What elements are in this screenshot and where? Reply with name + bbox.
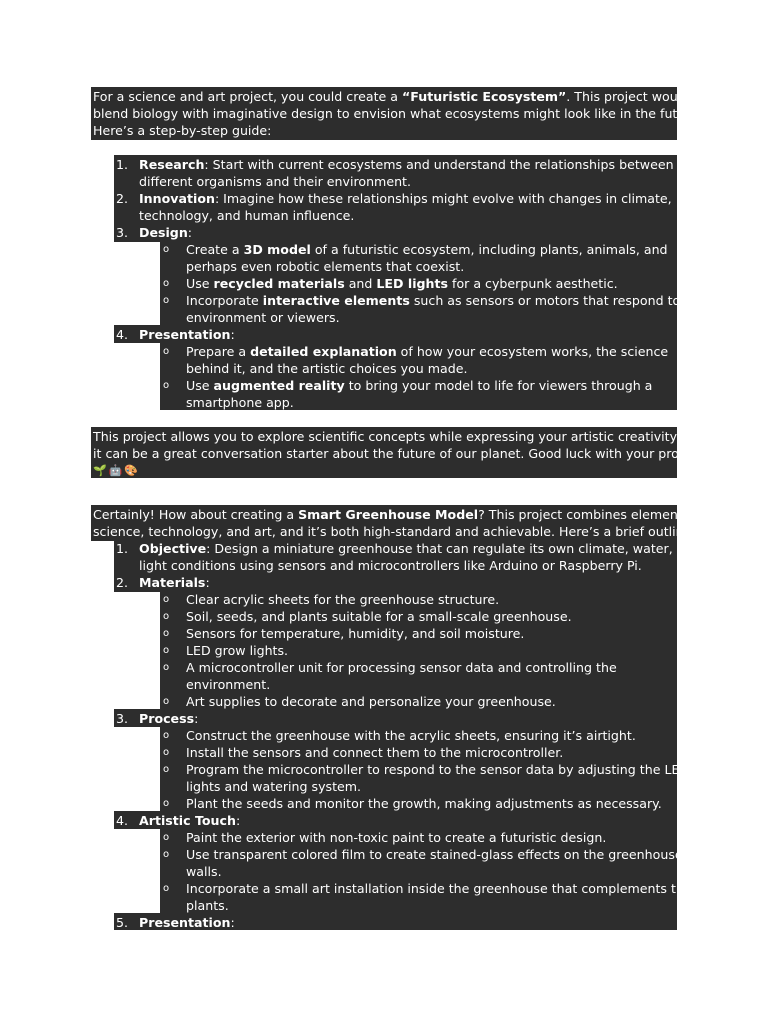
list-bullet: o (163, 883, 170, 894)
text-run: Sensors for temperature, humidity, and soil moisture. (186, 626, 525, 641)
list-number: 2. (116, 191, 129, 206)
text-line (186, 829, 606, 846)
text-line (139, 812, 240, 829)
text-run: light conditions using sensors and microcontrollers like Arduino or Raspberry Pi. (139, 558, 642, 573)
bold-text: Artistic Touch (139, 813, 236, 828)
text-run: Soil, seeds, and plants suitable for a small-scale greenhouse. (186, 609, 572, 624)
text-run: For a science and art project, you could create a (93, 89, 402, 104)
text-line (139, 156, 674, 173)
text-line (186, 880, 692, 897)
bold-text: “Futuristic Ecosystem” (402, 89, 567, 104)
bold-text: detailed explanation (250, 344, 397, 359)
text-line (139, 914, 235, 931)
text-run: ? This project combines elements of (478, 507, 706, 522)
text-line (186, 863, 222, 880)
bold-text: Materials (139, 575, 206, 590)
bold-text: Innovation (139, 191, 215, 206)
text-line (93, 88, 689, 105)
text-run: Create a (186, 242, 244, 257)
list-bullet: o (163, 594, 170, 605)
list-bullet: o (163, 645, 170, 656)
text-run: : Imagine how these relationships might evolve with changes in climate, (214, 191, 672, 206)
list-bullet: o (163, 764, 170, 775)
text-run: Install the sensors and connect them to the microcontroller. (186, 745, 564, 760)
text-line (186, 343, 668, 360)
text-run: such as sensors or motors that respond to the (409, 293, 705, 308)
text-line (93, 105, 702, 122)
text-run: Program the microcontroller to respond to the sensor data by adjusting the LED (186, 762, 690, 777)
list-bullet: o (163, 849, 170, 860)
text-run: Use transparent colored film to create stained-glass effects on the greenhouse (186, 847, 683, 862)
text-run: : (230, 915, 235, 930)
text-run: it can be a great conversation starter about the future of our planet. Good luck with your project! (93, 446, 708, 461)
text-line (186, 292, 705, 309)
text-run: plants. (186, 898, 229, 913)
text-run: walls. (186, 864, 222, 879)
text-line (93, 428, 709, 445)
text-run: Use (186, 378, 214, 393)
text-line (139, 557, 642, 574)
list-bullet: o (163, 747, 170, 758)
text-line (93, 506, 706, 523)
list-bullet: o (163, 662, 170, 673)
text-run: of how your ecosystem works, the science (396, 344, 669, 359)
text-run: perhaps even robotic elements that coexist. (186, 259, 465, 274)
text-line (186, 778, 361, 795)
text-line (186, 258, 464, 275)
text-line (186, 727, 636, 744)
list-number: 3. (116, 225, 129, 240)
text-line (186, 608, 572, 625)
bold-text: Process (139, 711, 195, 726)
text-run: Plant the seeds and monitor the growth, making adjustments as necessary. (186, 796, 662, 811)
closing-emoji: 🌱🤖🎨 (93, 464, 141, 477)
bold-text: Design (139, 225, 188, 240)
text-run: Here’s a step-by-step guide: (93, 123, 272, 138)
text-line (139, 326, 235, 343)
text-run: : Start with current ecosystems and understand the relationships between (204, 157, 674, 172)
text-run: environment. (186, 677, 271, 692)
text-line (139, 540, 700, 557)
text-line (186, 275, 618, 292)
text-run: Prepare a (186, 344, 251, 359)
text-run: Incorporate a small art installation inside the greenhouse that complements the (186, 881, 692, 896)
text-run: science, technology, and art, and it’s both high-standard and achievable. Here’s a brief outline: (93, 524, 696, 539)
text-run: : (194, 711, 199, 726)
bold-text: augmented reality (213, 378, 345, 393)
text-line (186, 642, 288, 659)
text-run: for a cyberpunk aesthetic. (448, 276, 618, 291)
text-line (186, 309, 340, 326)
bold-text: Presentation (139, 915, 231, 930)
text-run: lights and watering system. (186, 779, 362, 794)
text-run: different organisms and their environment. (139, 174, 411, 189)
text-run: : (205, 575, 210, 590)
list-bullet: o (163, 628, 170, 639)
list-bullet: o (163, 278, 170, 289)
text-line (186, 897, 229, 914)
bold-text: recycled materials (213, 276, 345, 291)
text-run: Use (186, 276, 214, 291)
text-run: A microcontroller unit for processing sensor data and controlling the (186, 660, 617, 675)
text-run: This project allows you to explore scientific concepts while expressing your artistic creativity, and (93, 429, 709, 444)
text-run: Incorporate (186, 293, 263, 308)
text-line (186, 795, 662, 812)
list-number: 4. (116, 813, 129, 828)
text-run: Clear acrylic sheets for the greenhouse structure. (186, 592, 500, 607)
text-line (186, 659, 617, 676)
text-run: : Design a miniature greenhouse that can regulate its own climate, water, and (206, 541, 701, 556)
list-bullet: o (163, 244, 170, 255)
list-bullet: o (163, 346, 170, 357)
list-bullet: o (163, 696, 170, 707)
text-line (186, 377, 652, 394)
bold-text: interactive elements (262, 293, 410, 308)
text-line (139, 574, 210, 591)
text-line (186, 625, 524, 642)
text-line (93, 122, 271, 139)
bold-text: Presentation (139, 327, 231, 342)
text-run: blend biology with imaginative design to envision what ecosystems might look like in the future. (93, 106, 703, 121)
list-number: 5. (116, 915, 129, 930)
text-run: Art supplies to decorate and personalize your greenhouse. (186, 694, 556, 709)
list-bullet: o (163, 611, 170, 622)
bold-text: LED lights (376, 276, 449, 291)
text-run: : (187, 225, 193, 240)
text-line (186, 693, 556, 710)
text-line (186, 676, 270, 693)
text-line (186, 360, 468, 377)
bold-text: Research (139, 157, 205, 172)
list-bullet: o (163, 730, 170, 741)
list-number: 4. (116, 327, 129, 342)
text-run: technology, and human influence. (139, 208, 355, 223)
list-bullet: o (163, 295, 170, 306)
list-number: 2. (116, 575, 129, 590)
text-run: behind it, and the artistic choices you made. (186, 361, 468, 376)
text-run: Paint the exterior with non-toxic paint to create a futuristic design. (186, 830, 607, 845)
text-run: Construct the greenhouse with the acrylic sheets, ensuring it’s airtight. (186, 728, 636, 743)
text-line (186, 241, 668, 258)
text-line (139, 207, 354, 224)
text-line (93, 523, 696, 540)
text-run: and (344, 276, 377, 291)
text-line (186, 846, 683, 863)
text-line (186, 744, 563, 761)
list-bullet: o (163, 798, 170, 809)
text-run: . This project would (566, 89, 690, 104)
list-bullet: o (163, 832, 170, 843)
bold-text: Smart Greenhouse Model (298, 507, 479, 522)
text-run: Certainly! How about creating a (93, 507, 299, 522)
text-line (139, 190, 672, 207)
list-number: 3. (116, 711, 129, 726)
text-run: of a futuristic ecosystem, including plants, animals, and (310, 242, 668, 257)
list-number: 1. (116, 541, 129, 556)
bold-text: Objective (139, 541, 207, 556)
text-line (186, 394, 294, 411)
bold-text: 3D model (243, 242, 311, 257)
text-run: : (230, 327, 235, 342)
text-run: environment or viewers. (186, 310, 340, 325)
text-run: : (235, 813, 241, 828)
text-line (139, 710, 198, 727)
text-line (139, 173, 411, 190)
text-run: LED grow lights. (186, 643, 289, 658)
list-number: 1. (116, 157, 129, 172)
text-line (139, 224, 192, 241)
list-bullet: o (163, 380, 170, 391)
text-line (186, 761, 689, 778)
text-line (93, 445, 707, 462)
text-run: smartphone app. (186, 395, 294, 410)
text-run: to bring your model to life for viewers through a (344, 378, 653, 393)
text-line (186, 591, 499, 608)
